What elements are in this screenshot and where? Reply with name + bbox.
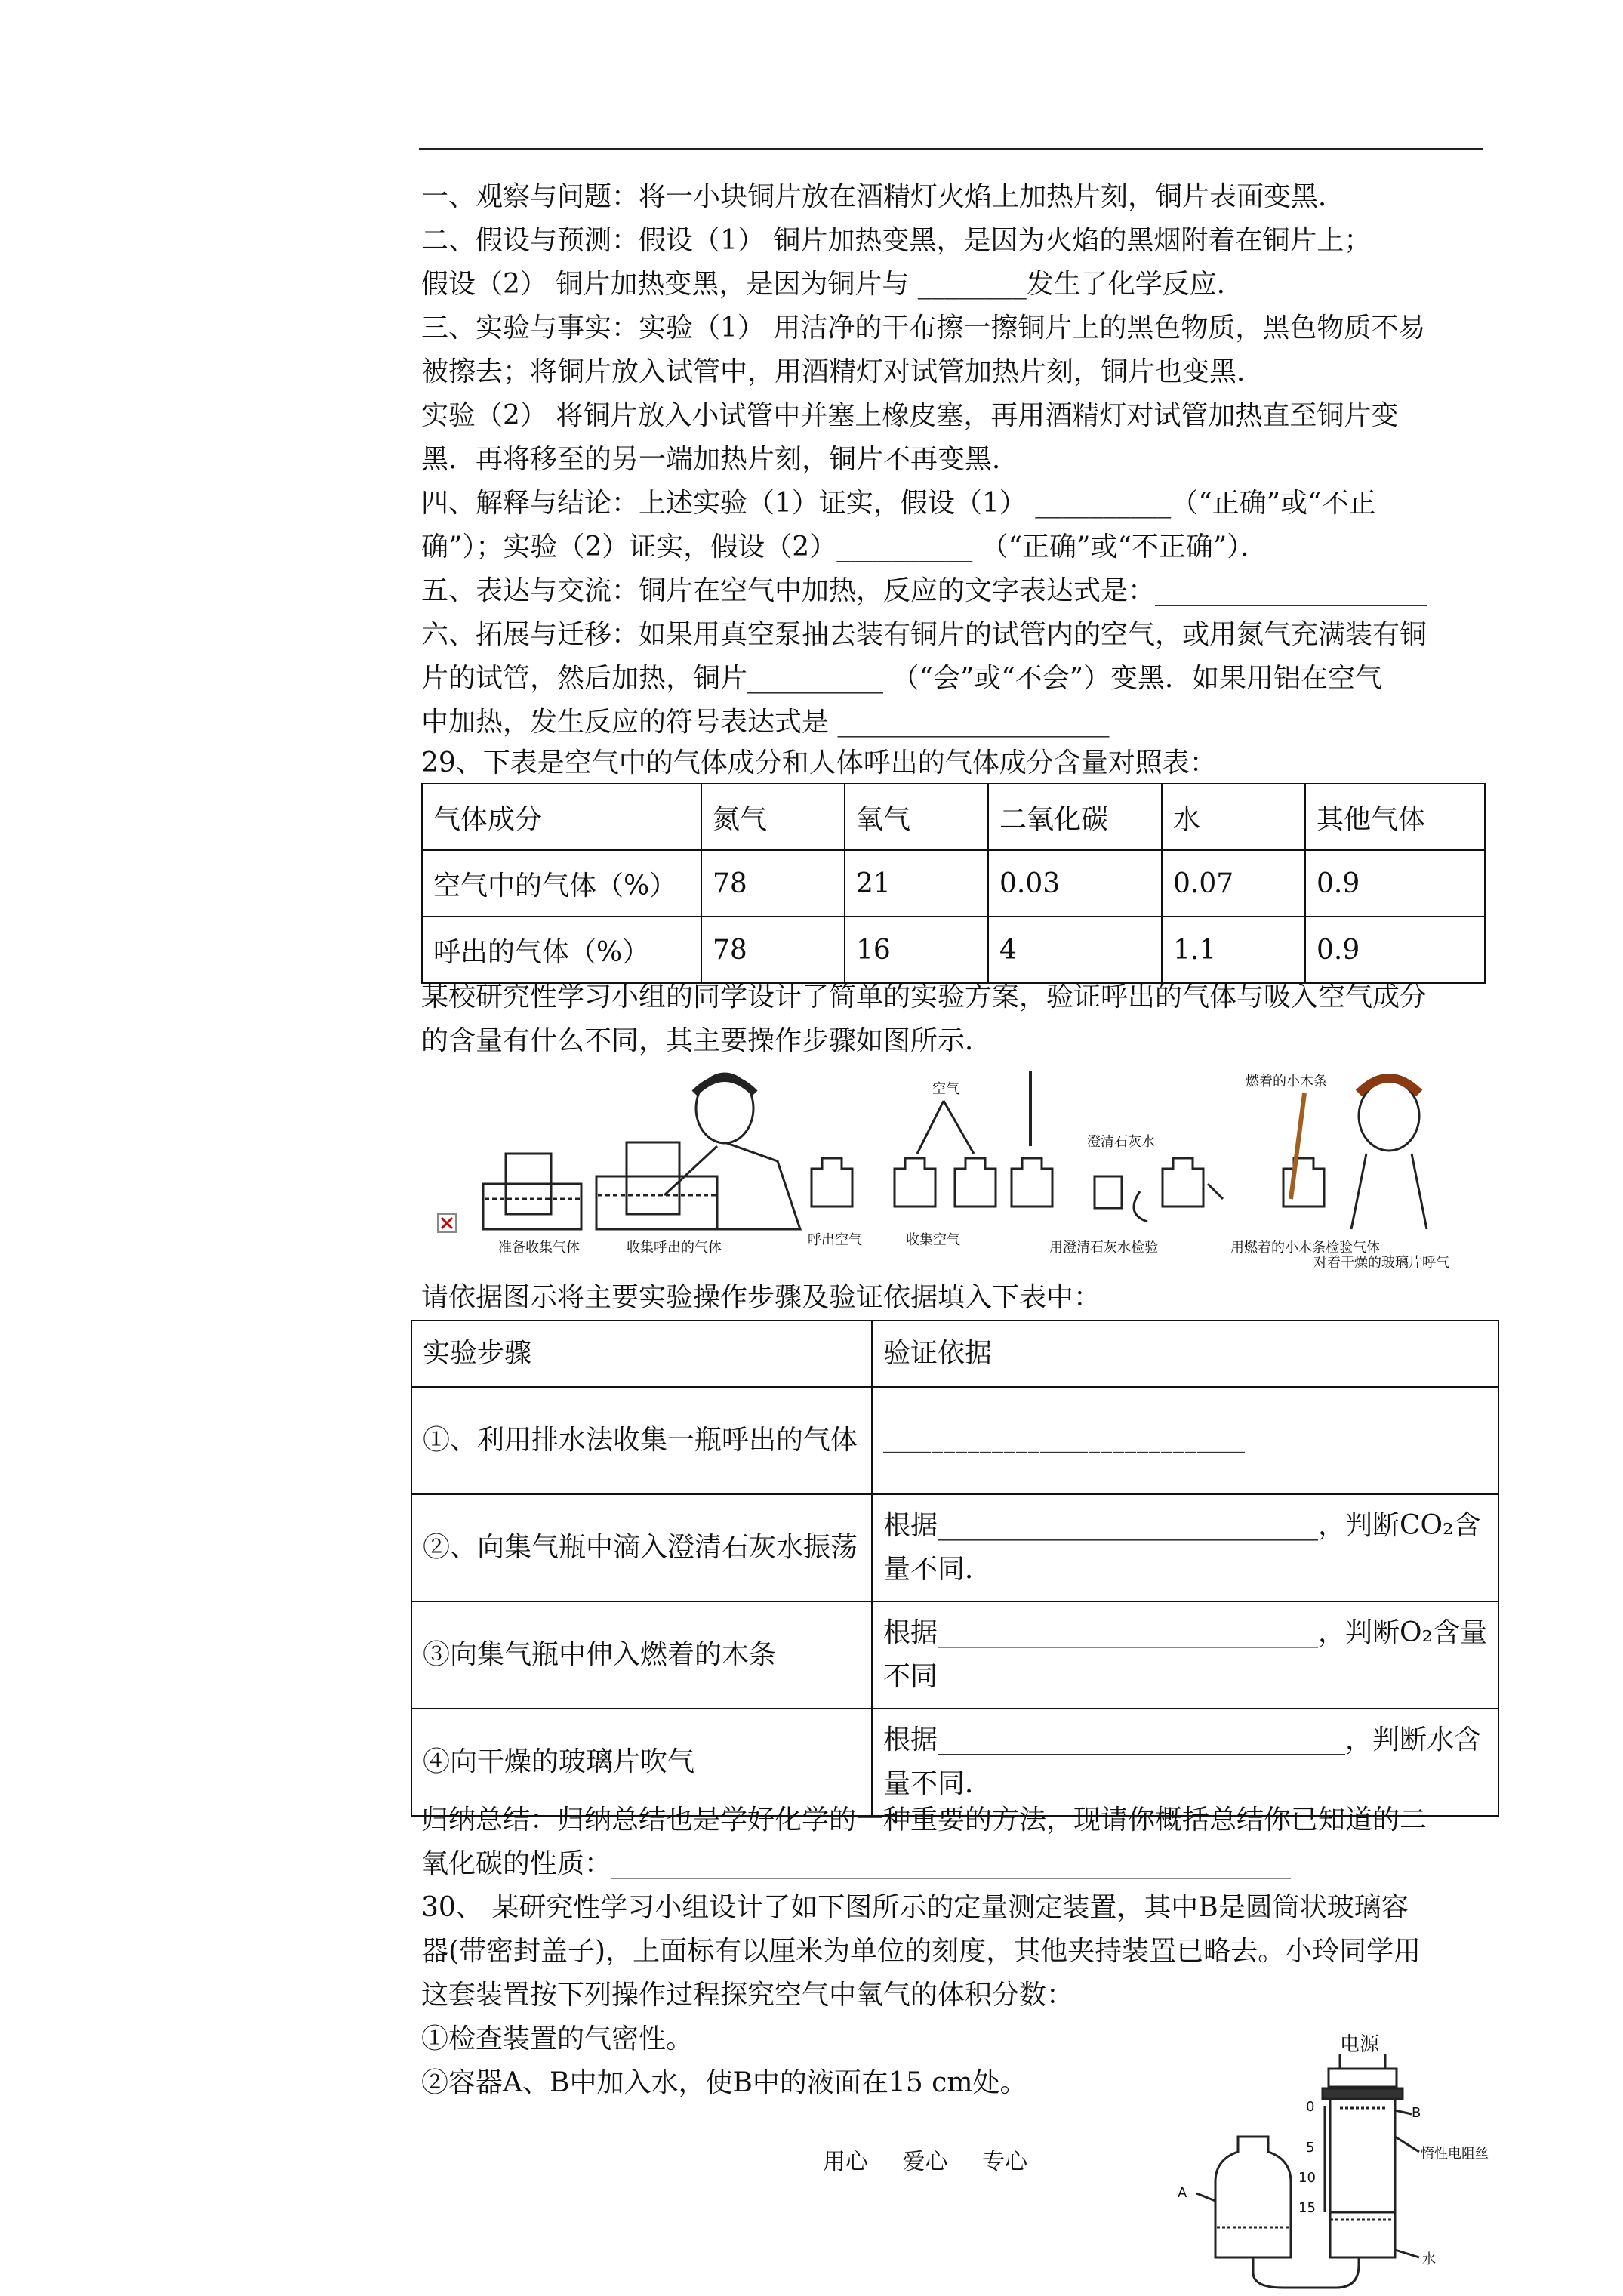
table-row: [422, 917, 1485, 983]
step-cell: ④向干燥的玻璃片吹气: [411, 1709, 872, 1816]
text-line: 确”）；实验（2）证实，假设（2）__________ （“正确”或“不正确”）．: [421, 532, 1268, 562]
label-water: 水: [1422, 2251, 1436, 2267]
caption-stick-test: 用燃着的小木条检验气体: [1230, 1240, 1380, 1256]
text-line: 六、拓展与迁移：如果用真空泵抽去装有铜片的试管内的空气，或用氮气充满装有铜: [421, 619, 1427, 650]
text-line: 片的试管，然后加热，铜片__________ （“会”或“不会”）变黑．如果用铝在空气: [421, 663, 1383, 694]
text-line: 四、解释与结论：上述实验（1）证实，假设（1） __________（“正确”或“不正: [421, 488, 1376, 519]
step-cell: ①、利用排水法收集一瓶呼出的气体: [411, 1387, 872, 1494]
table-cell: 4: [988, 917, 1162, 983]
label-limewater: 澄清石灰水: [1087, 1134, 1155, 1150]
table-header-row: [422, 784, 1485, 850]
table-cell: 呼出的气体（%）: [422, 917, 701, 983]
scale-tick: 5: [1306, 2140, 1315, 2156]
basis-cell: 根据______________________________，判断水含量不同．: [872, 1709, 1498, 1816]
footer-word: 专心: [982, 2149, 1028, 2175]
text-line: 器(带密封盖子)，上面标有以厘米为单位的刻度，其他夹持装置已略去。小玲同学用: [421, 1936, 1421, 1967]
caption-glass-breath: 对着干燥的玻璃片呼气: [1313, 1255, 1449, 1271]
table-header-cell: 二氧化碳: [988, 784, 1162, 850]
text-line: 三、实验与事实：实验（1） 用洁净的干布擦一擦铜片上的黑色物质，黑色物质不易: [421, 313, 1426, 344]
step-cell: ③向集气瓶中伸入燃着的木条: [411, 1601, 872, 1709]
table-cell: 1.1: [1162, 917, 1305, 983]
text-line: 二、假设与预测：假设（1） 铜片加热变黑，是因为火焰的黑烟附着在铜片上；: [421, 225, 1372, 256]
text-line: 实验（2） 将铜片放入小试管中并塞上橡皮塞，再用酒精灯对试管加热直至铜片变: [421, 400, 1399, 431]
table-header-cell: 验证依据: [872, 1321, 1498, 1387]
text-line: 五、表达与交流：铜片在空气中加热，反应的文字表达式是：____________________: [421, 575, 1427, 606]
text-line: 中加热，发生反应的符号表达式是 ____________________: [421, 707, 1110, 738]
caption-prep: 准备收集气体: [498, 1240, 580, 1256]
table-header-cell: 实验步骤: [411, 1321, 872, 1387]
basis-cell: ______________________________: [872, 1387, 1498, 1494]
text-line: ①检查装置的气密性。: [421, 2023, 694, 2054]
caption-exhaled: 呼出空气: [808, 1232, 862, 1248]
label-b: B: [1412, 2105, 1421, 2121]
basis-cell: 根据____________________________，判断O₂含量不同: [872, 1601, 1498, 1709]
table-cell: 16: [845, 917, 988, 983]
text-line: 某校研究性学习小组的同学设计了简单的实验方案，验证呼出的气体与吸入空气成分: [421, 982, 1427, 1012]
gas-composition-table: [421, 783, 1486, 984]
experiment-figure: [423, 1063, 1449, 1274]
table-cell: 0.07: [1162, 850, 1305, 917]
text-line: 一、观察与问题：将一小块铜片放在酒精灯火焰上加热片刻，铜片表面变黑．: [421, 181, 1346, 212]
label-a: A: [1178, 2185, 1187, 2201]
table-cell: 空气中的气体（%）: [422, 850, 701, 917]
table-header-cell: 水: [1162, 784, 1305, 850]
label-air: 空气: [932, 1081, 959, 1097]
text-line: 假设（2） 铜片加热变黑，是因为铜片与 ________发生了化学反应．: [421, 269, 1244, 300]
text-line: 氧化碳的性质：__________________________________________________: [421, 1848, 1292, 1879]
scale-tick: 15: [1298, 2200, 1316, 2216]
text-line: 这套装置按下列操作过程探究空气中氧气的体积分数：: [421, 1980, 1074, 2011]
scale-tick: 10: [1298, 2170, 1316, 2186]
text-line: 归纳总结：归纳总结也是学好化学的一种重要的方法，现请你概括总结你已知道的二: [421, 1804, 1427, 1835]
text-line: ②容器A、B中加入水，使B中的液面在15 cm处。: [421, 2067, 1027, 2098]
table-cell: 0.9: [1305, 917, 1485, 983]
label-power: 电源: [1340, 2033, 1380, 2056]
page-footer: [823, 2143, 1055, 2176]
caption-collect-air: 收集空气: [906, 1232, 960, 1248]
experiment-steps-table: [411, 1320, 1499, 1817]
table-header-cell: 气体成分: [422, 784, 701, 850]
table-cell: 21: [845, 850, 988, 917]
footer-word: 用心: [823, 2149, 868, 2175]
text-line: 的含量有什么不同，其主要操作步骤如图所示．: [421, 1025, 993, 1056]
table-cell: 78: [701, 850, 845, 917]
table-cell: 78: [701, 917, 845, 983]
table-header-cell: 氮气: [701, 784, 845, 850]
question-29-stem: 29、下表是空气中的气体成分和人体呼出的气体成分含量对照表：: [421, 747, 1217, 778]
basis-cell: 根据____________________________，判断CO₂含量不同．: [872, 1494, 1498, 1601]
step-cell: ②、向集气瓶中滴入澄清石灰水振荡: [411, 1494, 872, 1601]
table-row: [411, 1494, 1498, 1601]
caption-limewater-test: 用澄清石灰水检验: [1049, 1240, 1158, 1256]
caption-collect: 收集呼出的气体: [627, 1240, 722, 1256]
footer-word: 爱心: [902, 2149, 948, 2175]
text-line: 黑．再将移至的另一端加热片刻，铜片不再变黑．: [421, 444, 1020, 475]
apparatus-figure: [1155, 2033, 1548, 2295]
header-rule: [419, 148, 1483, 150]
table-cell: 0.03: [988, 850, 1162, 917]
table-header-cell: 其他气体: [1305, 784, 1485, 850]
label-burning-stick: 燃着的小木条: [1246, 1074, 1327, 1089]
instruction-line: 请依据图示将主要实验操作步骤及验证依据填入下表中：: [421, 1282, 1101, 1313]
scale-tick: 0: [1306, 2099, 1315, 2115]
table-header-cell: 氧气: [845, 784, 988, 850]
label-wire: 惰性电阻丝: [1421, 2146, 1489, 2162]
text-line: 30、 某研究性学习小组设计了如下图所示的定量测定装置，其中B是圆筒状玻璃容: [421, 1892, 1409, 1923]
text-line: 被擦去；将铜片放入试管中，用酒精灯对试管加热片刻，铜片也变黑．: [421, 356, 1264, 387]
table-header-row: [411, 1321, 1498, 1387]
table-cell: 0.9: [1305, 850, 1485, 917]
table-row: [411, 1601, 1498, 1709]
table-row: [411, 1387, 1498, 1494]
table-row: [422, 850, 1485, 917]
